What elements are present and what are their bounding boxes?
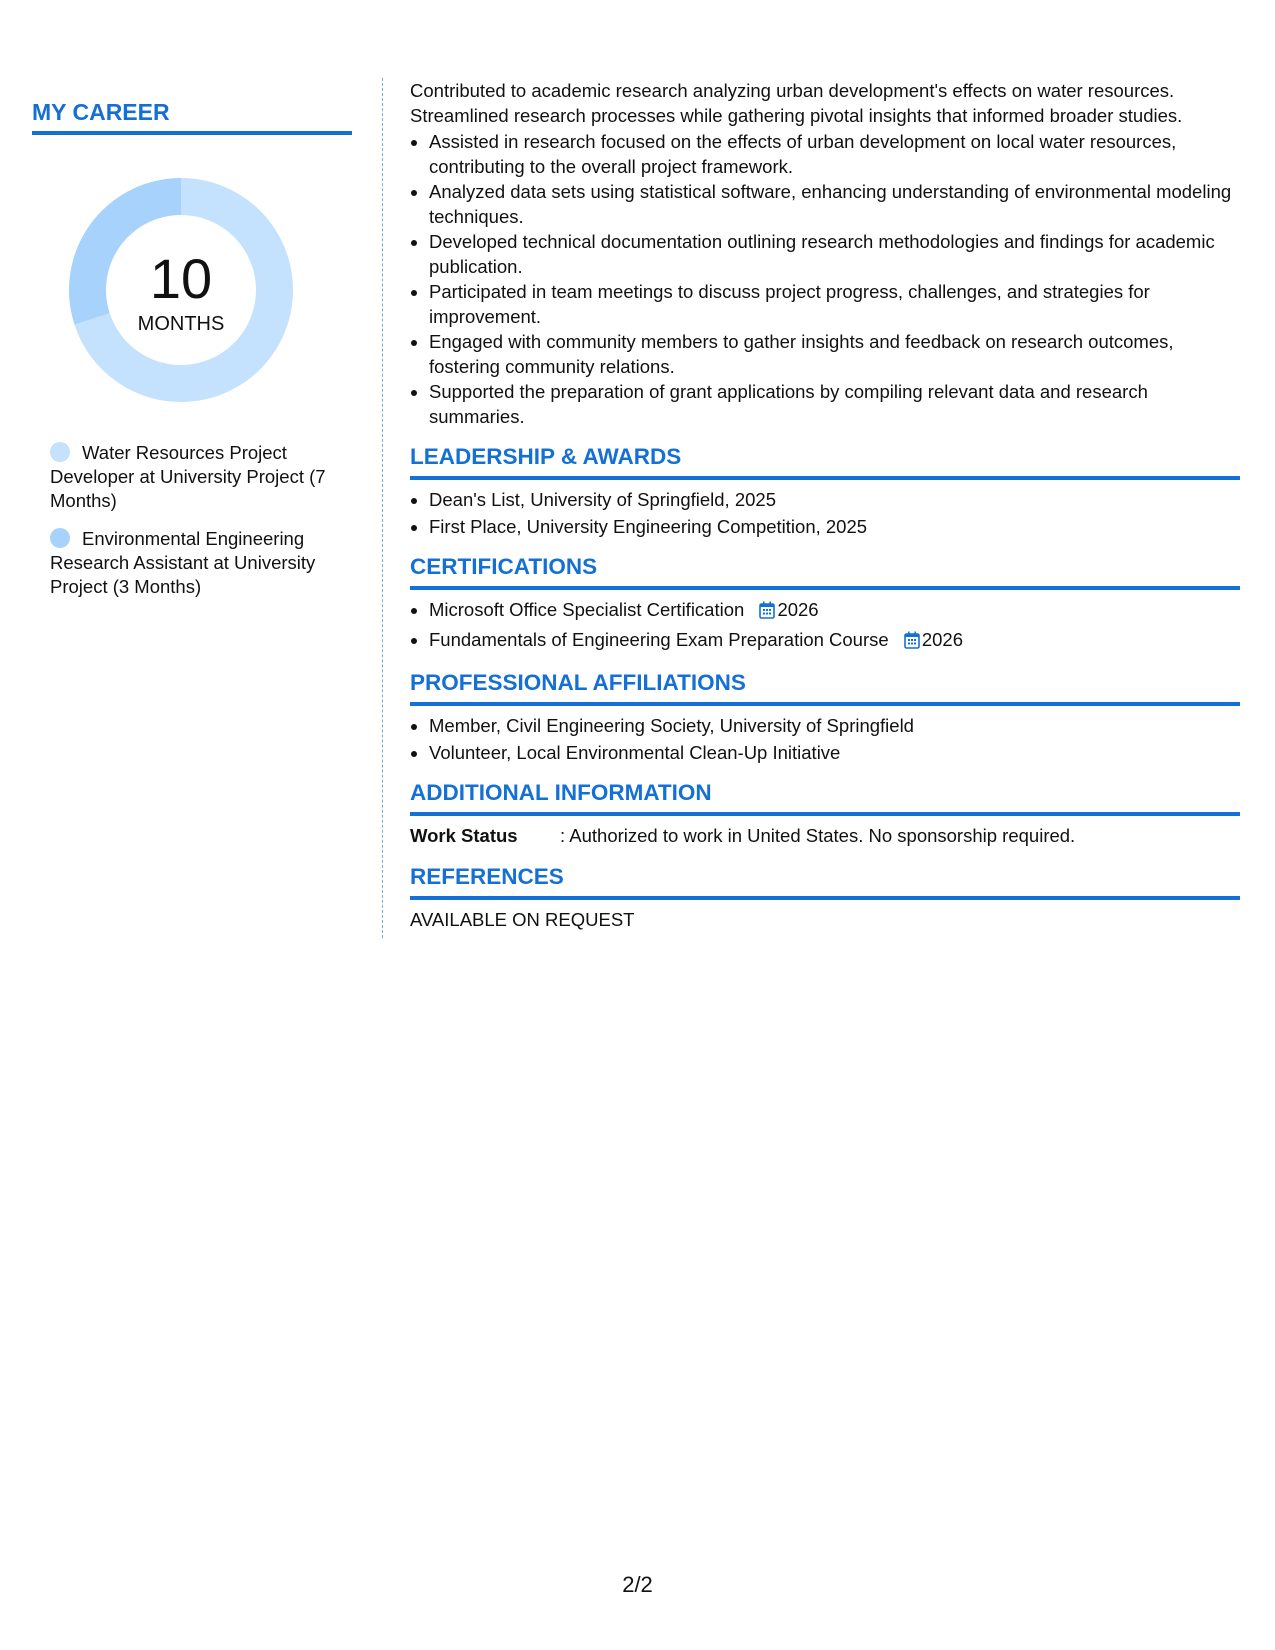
career-legend: [50, 441, 330, 599]
career-title-rule: [32, 131, 352, 135]
certification-name: Fundamentals of Engineering Exam Preparation Course: [429, 628, 889, 650]
certification-name: Microsoft Office Specialist Certification: [429, 599, 745, 620]
experience-bullets: [410, 130, 1240, 429]
references-section: [410, 863, 1240, 933]
legend-item: [50, 527, 330, 599]
list-item: • First Place, University Engineering Competition, 2025: [429, 515, 1240, 540]
leadership-title: LEADERSHIP & AWARDS: [410, 444, 682, 469]
legend-dot: [50, 442, 70, 462]
work-status-row: [410, 824, 1240, 849]
legend-item: [50, 441, 330, 513]
work-status-value: : Authorized to work in United States. No sponsorship required.: [560, 825, 1076, 846]
affiliations-title: PROFESSIONAL AFFILIATIONS: [410, 670, 746, 695]
references-title: REFERENCES: [410, 863, 564, 889]
list-item: • Developed technical documentation outlining research methodologies and findings for academic publication.: [429, 230, 1240, 279]
page-number: 2/2: [622, 1572, 653, 1597]
career-column: [32, 97, 352, 613]
affiliations-section: [410, 669, 1240, 765]
list-item: • Assisted in research focused on the effects of urban development on local water resources, contributing to the overall project framework.: [429, 130, 1240, 179]
work-status-label: Work Status: [410, 825, 518, 846]
section-rule: [410, 476, 1240, 480]
calendar-icon: [759, 601, 775, 626]
list-item: • Supported the preparation of grant applications by compiling relevant data and research summaries.: [429, 380, 1240, 429]
main-column: [410, 79, 1240, 932]
career-title: MY CAREER: [32, 99, 170, 125]
list-item: • Analyzed data sets using statistical software, enhancing understanding of environmental modeling techniques.: [429, 180, 1240, 229]
section-rule: [410, 702, 1240, 706]
section-rule: [410, 586, 1240, 590]
leadership-section: [410, 443, 1240, 539]
section-rule: [410, 896, 1240, 900]
affiliations-list: [410, 714, 1240, 765]
additional-title: ADDITIONAL INFORMATION: [410, 780, 712, 805]
certification-item: [429, 598, 1240, 626]
list-item: • Volunteer, Local Environmental Clean-Up Initiative: [429, 741, 1240, 766]
section-rule: [410, 812, 1240, 816]
certifications-section: [410, 553, 1240, 655]
certification-item: [429, 628, 1240, 656]
references-text: AVAILABLE ON REQUEST: [410, 908, 635, 930]
leadership-list: [410, 488, 1240, 539]
experience-summary: Contributed to academic research analyzing urban development's effects on water resources. Streamlined research processes while gathering pivotal insights that informed broader studies.: [410, 80, 1183, 126]
list-item: • Participated in team meetings to discuss project progress, challenges, and strategies for improvement.: [429, 280, 1240, 329]
additional-section: [410, 779, 1240, 849]
career-total-unit: MONTHS: [137, 313, 225, 335]
certification-year: 2026: [777, 599, 819, 620]
certifications-list: [410, 598, 1240, 655]
list-item: • Member, Civil Engineering Society, University of Springfield: [429, 714, 1240, 739]
certifications-title: CERTIFICATIONS: [410, 554, 598, 579]
calendar-icon: [904, 631, 920, 656]
column-divider: [382, 78, 383, 938]
list-item: • Dean's List, University of Springfield, 2025: [429, 488, 1240, 513]
certification-year: 2026: [921, 628, 963, 650]
career-total-value: 10: [149, 247, 213, 310]
legend-label: Water Resources Project Developer at University Project (7 Months): [50, 442, 326, 511]
legend-dot: [50, 528, 70, 548]
career-donut-chart: [66, 175, 296, 405]
list-item: • Engaged with community members to gather insights and feedback on research outcomes, fostering community relations.: [429, 330, 1240, 379]
legend-label: Environmental Engineering Research Assistant at University Project (3 Months): [50, 528, 316, 597]
